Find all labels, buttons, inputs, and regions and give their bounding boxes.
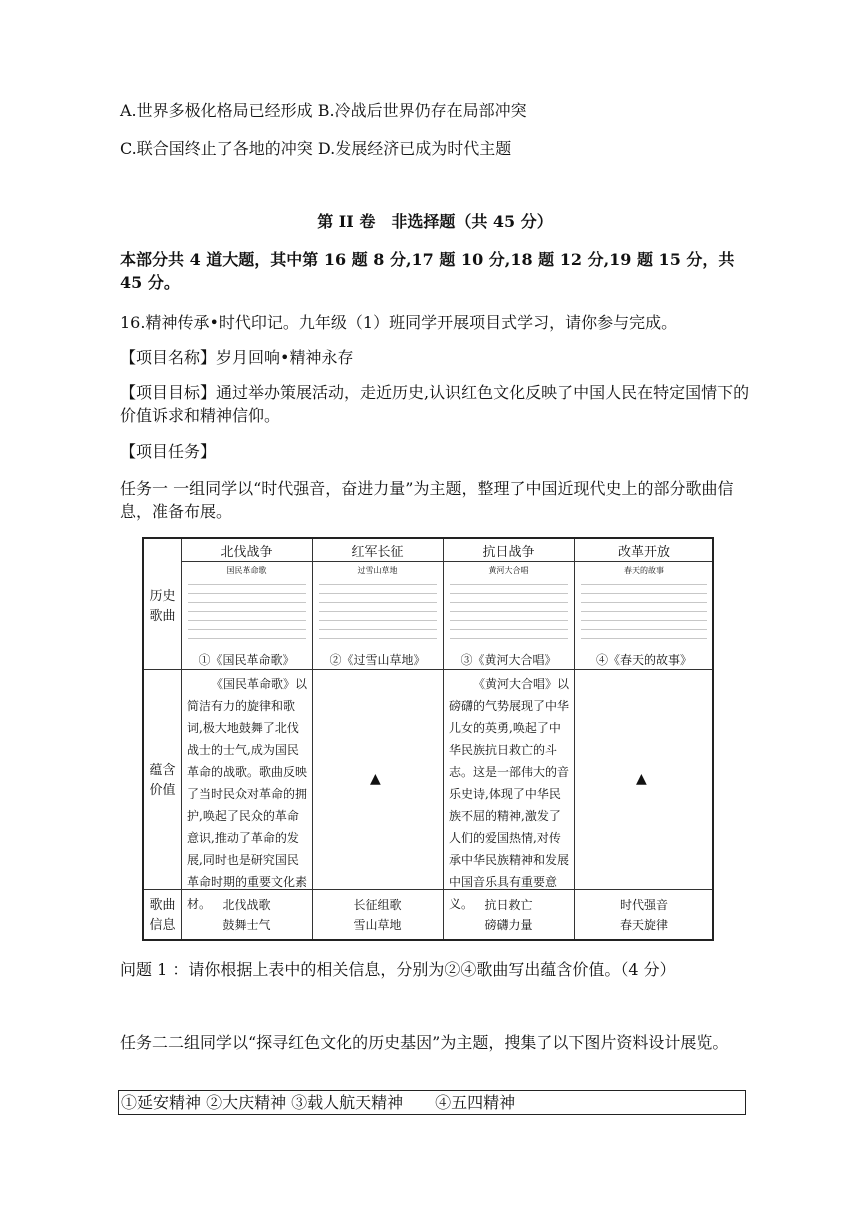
project-name: 【项目名称】岁月回响•精神永存 <box>120 348 354 367</box>
info-4 <box>574 895 714 935</box>
score-title-3: 黄河大合唱 <box>488 566 529 575</box>
value-placeholder-2: ▲ <box>370 771 381 787</box>
song-name-4: ④《春天的故事》 <box>595 653 692 667</box>
question-1: 问题 1 ：请你根据上表中的相关信息，分别为②④歌曲写出蕴含价值。（4 分） <box>120 960 676 979</box>
task-two-text: 任务二二组同学以“探寻红色文化的历史基因”为主题，搜集了以下图片资料设计展览。 <box>120 1033 729 1052</box>
option-line-cd: C.联合国终止了各地的冲突 D.发展经济已成为时代主题 <box>120 139 512 158</box>
info-2-line-2: 雪山草地 <box>353 918 402 932</box>
score-image-4 <box>581 579 707 647</box>
option-line-ab: A.世界多极化格局已经形成 B.冷战后世界仍存在局部冲突 <box>120 101 527 120</box>
info-2-line-1: 长征组歌 <box>353 898 402 912</box>
score-image-3 <box>450 579 568 647</box>
spirits-box: ①延安精神 ②大庆精神 ③载人航天精神 ④五四精神 <box>118 1090 746 1115</box>
info-3 <box>443 895 574 935</box>
score-title-4: 春天的故事 <box>624 566 664 575</box>
row-label-info: 歌曲信息 <box>149 898 176 933</box>
task-one-text: 任务一 一组同学以“时代强音，奋进力量”为主题，整理了中国近现代史上的部分歌曲信息，准备布展。 <box>120 479 734 521</box>
song-table <box>142 537 714 941</box>
value-text-1: 《国民革命歌》以简洁有力的旋律和歌词,极大地鼓舞了北伐战士的士气,成为国民革命的战歌。歌曲反映了当时民众对革命的拥护,唤起了民众的革命意识,推动了革命的发展,同时也是研究国民革命时期的重要文化素材。 <box>187 677 308 911</box>
value-text-3: 《黄河大合唱》以磅礴的气势展现了中华儿女的英勇,唤起了中华民族抗日救亡的斗志。这是一部伟大的音乐史诗,体现了中华民族不屈的精神,激发了人们的爱国热情,对传承中华民族精神和发展中国音乐具有重要意义。 <box>449 677 570 911</box>
info-3-line-1: 抗日救亡 <box>484 898 533 912</box>
info-3-line-2: 磅礴力量 <box>484 918 533 932</box>
project-task-heading: 【项目任务】 <box>120 442 217 461</box>
project-goal: 【项目目标】通过举办策展活动，走近历史,认识红色文化反映了中国人民在特定国情下的价值诉求和精神信仰。 <box>120 383 750 425</box>
header-long-march: 红军长征 <box>351 545 404 560</box>
section-title: 第 II 卷 非选择题（共 45 分） <box>317 212 553 231</box>
info-4-line-2: 春天旋律 <box>619 918 668 932</box>
score-title-1: 国民革命歌 <box>226 566 267 575</box>
info-4-line-1: 时代强音 <box>619 898 668 912</box>
header-northern-expedition: 北伐战争 <box>220 545 273 560</box>
section-intro: 本部分共 4 道大题，其中第 16 题 8 分,17 题 10 分,18 题 12 分,19 题 15 分，共 45 分。 <box>120 250 735 292</box>
row-label-songs: 历史歌曲 <box>149 589 176 624</box>
score-image-1 <box>188 579 306 647</box>
info-1 <box>181 895 312 935</box>
song-name-1: ①《国民革命歌》 <box>198 653 295 667</box>
header-reform-opening: 改革开放 <box>617 545 670 560</box>
info-2 <box>312 895 443 935</box>
value-placeholder-4: ▲ <box>636 771 647 787</box>
row-label-value: 蕴含价值 <box>149 763 176 798</box>
score-image-2 <box>319 579 437 647</box>
info-1-line-1: 北伐战歌 <box>222 898 271 912</box>
song-name-3: ③《黄河大合唱》 <box>460 653 557 667</box>
question-16-stem: 16.精神传承•时代印记。九年级（1）班同学开展项目式学习，请你参与完成。 <box>120 313 678 332</box>
score-title-2: 过雪山草地 <box>357 566 398 575</box>
song-name-2: ②《过雪山草地》 <box>329 653 426 667</box>
info-1-line-2: 鼓舞士气 <box>222 918 271 932</box>
header-anti-japanese-war: 抗日战争 <box>482 545 535 560</box>
